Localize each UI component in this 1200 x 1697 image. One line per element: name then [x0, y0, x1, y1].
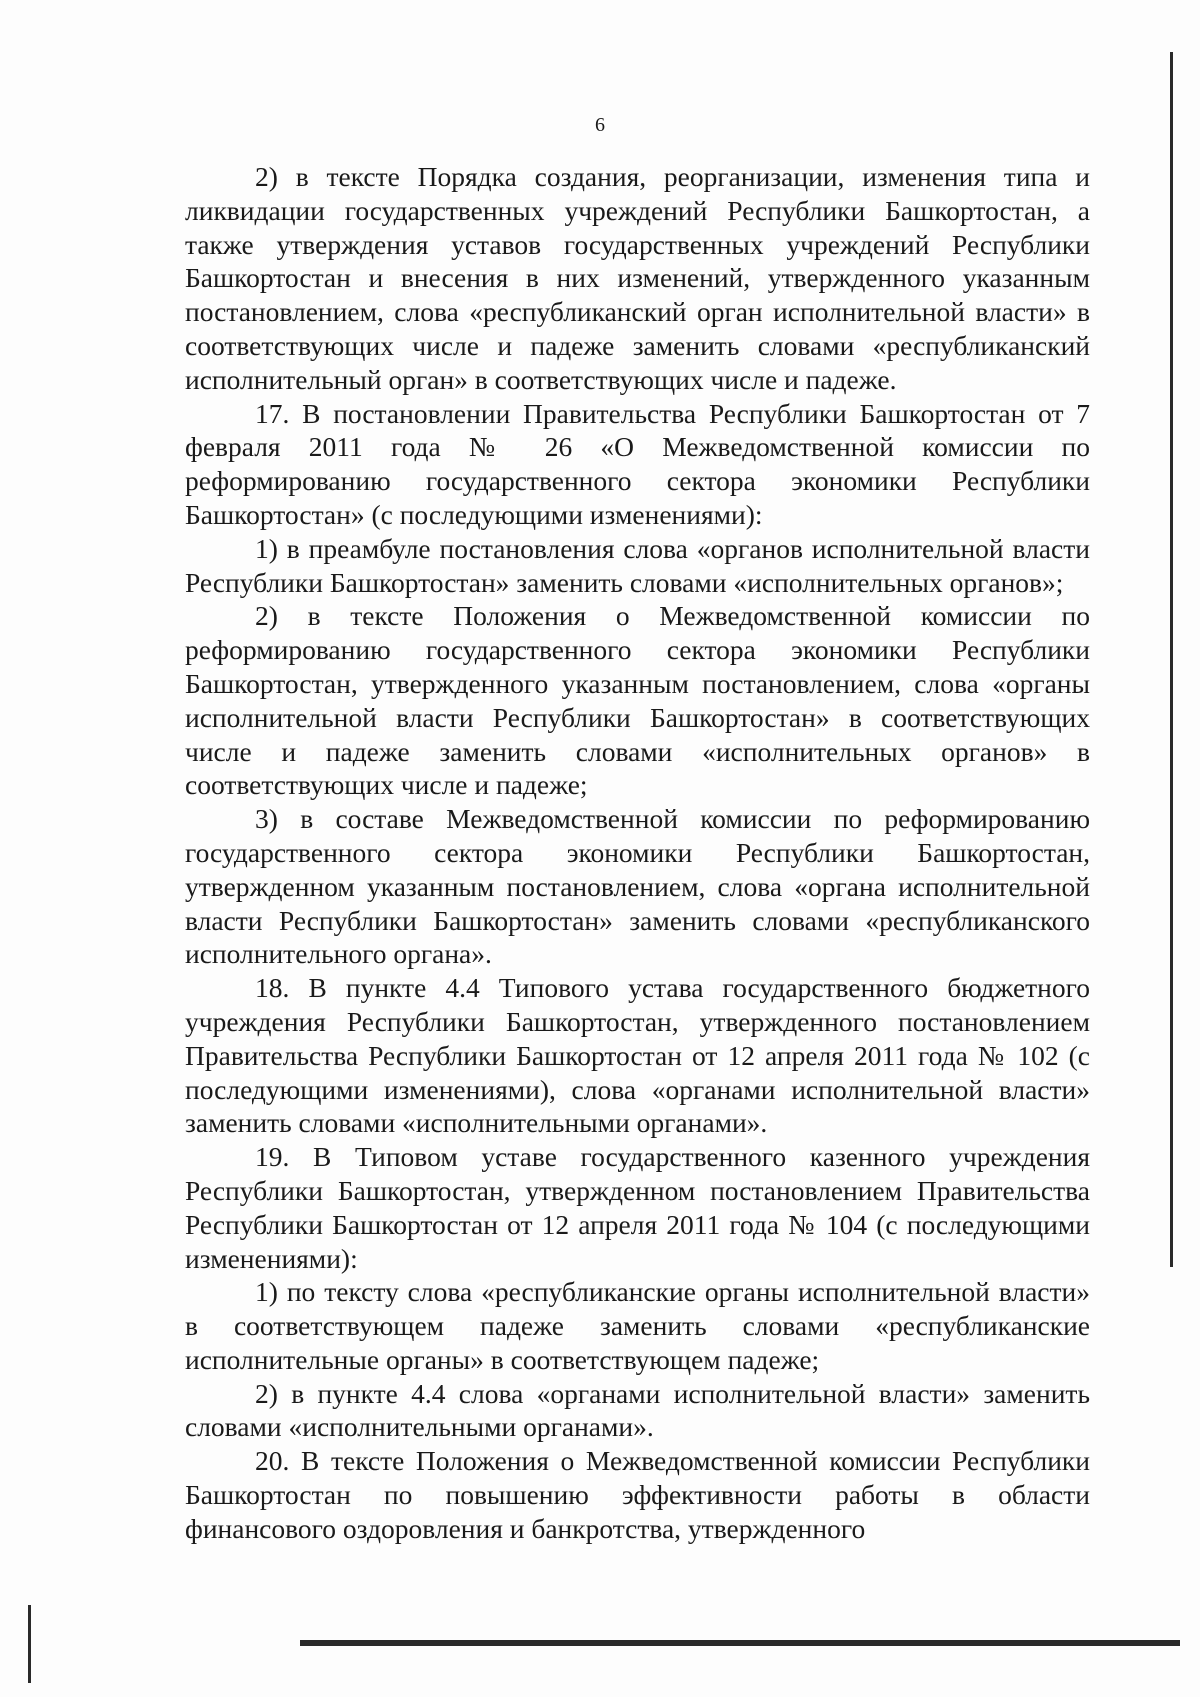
paragraph: 3) в составе Межведомственной комиссии по реформированию государственного сектора экономики Республики Башкортостан, утвержденном указанным постановлением, слова «органа исполнительной власти Республики Башкортостан» заменить словами «республиканского исполнительного органа». — [185, 803, 1090, 970]
scan-edge-line-right — [1170, 52, 1173, 1267]
paragraph: 1) по тексту слова «республиканские органы исполнительной власти» в соответствующем падеже заменить словами «республиканские исполнительные органы» в соответствующем падеже; — [185, 1276, 1090, 1375]
paragraph: 19. В Типовом уставе государственного казенного учреждения Республики Башкортостан, утвержденном постановлением Правительства Республики Башкортостан от 12 апреля 2011 года № 104 (с последующими изменениями): — [185, 1141, 1090, 1274]
paragraph: 17. В постановлении Правительства Республики Башкортостан от 7 февраля 2011 года № 26 «О Межведомственной комиссии по реформированию государственного сектора экономики Республики Башкортостан» (с последующими изменениями): — [185, 397, 1090, 530]
paragraph: 2) в тексте Положения о Межведомственной комиссии по реформированию государственного сектора экономики Республики Башкортостан, утвержденного указанным постановлением, слова «органы исполнительной власти Республики Башкортостан» в соответствующих числе и падеже заменить словами «исполнительных органов» в соответствующих числе и падеже; — [185, 600, 1090, 801]
document-body — [185, 160, 1090, 1546]
scan-edge-line-bottom — [300, 1640, 1180, 1646]
paragraph: 20. В тексте Положения о Межведомственной комиссии Республики Башкортостан по повышению эффективности работы в области финансового оздоровления и банкротства, утвержденного — [185, 1445, 1090, 1544]
paragraph: 1) в преамбуле постановления слова «органов исполнительной власти Республики Башкортостан» заменить словами «исполнительных органов»; — [185, 532, 1090, 598]
scan-edge-line-left — [28, 1605, 31, 1683]
paragraph: 2) в пункте 4.4 слова «органами исполнительной власти» заменить словами «исполнительными органами». — [185, 1377, 1090, 1443]
page-number: 6 — [595, 114, 605, 136]
paragraph: 2) в тексте Порядка создания, реорганизации, изменения типа и ликвидации государственных учреждений Республики Башкортостан, а также утверждения уставов государственных учреждений Республики Башкортостан и внесения в них изменений, утвержденного указанным постановлением, слова «республиканский орган исполнительной власти» в соответствующих числе и падеже заменить словами «республиканский исполнительный орган» в соответствующих числе и падеже. — [185, 161, 1090, 395]
paragraph: 18. В пункте 4.4 Типового устава государственного бюджетного учреждения Республики Башкортостан, утвержденного постановлением Правительства Республики Башкортостан от 12 апреля 2011 года № 102 (с последующими изменениями), слова «органами исполнительной власти» заменить словами «исполнительными органами». — [185, 972, 1090, 1139]
